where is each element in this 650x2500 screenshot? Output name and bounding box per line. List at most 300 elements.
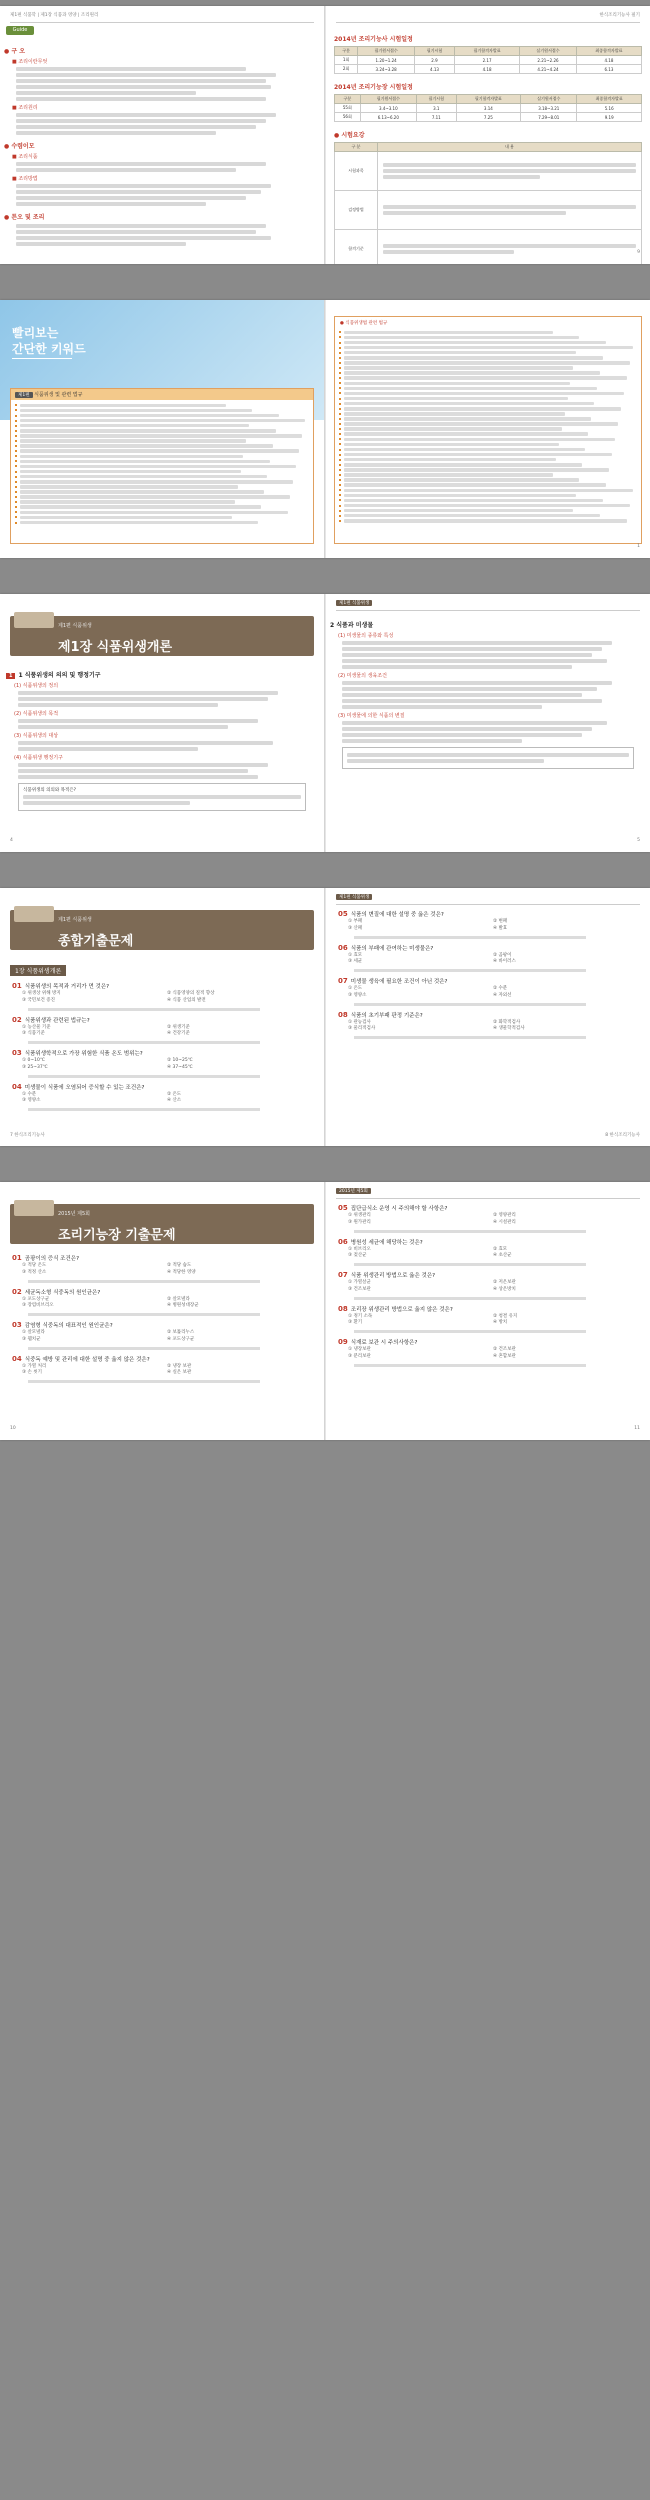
text-line [344,499,603,503]
td: 3.1 [416,104,456,113]
text-line [344,514,600,518]
question-item [0,1254,324,1284]
keyword-line [15,434,309,438]
td [378,152,642,191]
td: 1회 [335,56,358,65]
answer-options [22,1330,312,1343]
text-line [16,236,271,240]
question-stem: 식품의 초기부패 판정 기준은? [350,1012,423,1019]
chapter-title: 종합기출문제 [58,934,134,949]
keyword-line [339,504,637,508]
text-line [16,97,266,101]
th: 구분 [335,47,358,56]
text-line [20,480,293,484]
page-number: 4 [10,838,13,843]
text-line [344,407,621,411]
question-number: 02 [12,1287,22,1296]
question-stem: 집단급식소 운영 시 주의해야 할 사항은? [350,1206,448,1212]
answer-option: ④ 건강기준 [167,1031,190,1036]
text-line [342,681,612,685]
explanation [348,1262,638,1268]
subsection-title: ■ 조리식품 [12,154,38,160]
question-number: 02 [12,1015,22,1024]
text-line [16,79,266,83]
text-line [20,490,264,494]
answer-option: ④ 37~45℃ [167,1064,193,1070]
text-line [20,429,276,433]
question-number: 06 [338,943,348,952]
bullet-icon [15,440,17,442]
answer-option: ① 관능검사 [348,1019,371,1025]
text-line [28,1075,260,1078]
chapter-title: 조리기능장 기출문제 [58,1228,176,1243]
text-line [16,196,246,200]
text-line [20,439,246,443]
keyword-line [339,407,637,411]
answer-option: ④ 바이러스 [493,959,516,964]
explanation [22,1040,312,1046]
spread-keywords [0,300,650,558]
answer-option: ② 10~25℃ [167,1058,193,1063]
answer-option: ④ 혼합보관 [493,1353,516,1359]
text-line [28,1041,260,1044]
question-number: 05 [338,1204,348,1212]
text-line [344,432,588,436]
spread-exam-summary [0,888,650,1146]
answer-options [348,1213,638,1226]
keyword-line [339,361,637,365]
explanation [348,1001,638,1007]
td: 시험과목 [335,152,378,191]
bullet-icon [15,404,17,406]
answer-option: ③ 세균 [348,959,363,964]
answer-options [348,919,638,932]
question-item [326,1271,650,1301]
text-line [342,641,612,645]
explanation [22,1312,312,1318]
chapter-tab [14,1200,54,1216]
answer-option: ② 저온보관 [493,1280,516,1285]
answer-option: ① 효모 [348,952,363,958]
text-line [344,473,553,477]
bullet-icon [339,413,341,415]
answer-options [22,1263,312,1276]
text-line [347,759,544,763]
bullet-icon [339,520,341,522]
bullet-icon [15,415,17,417]
answer-options [22,1364,312,1377]
bullet-icon [339,499,341,501]
answer-option: ④ 상온방치 [493,1286,516,1292]
keyword-line [339,519,637,523]
bullet-icon [339,403,341,405]
spread-guide [0,6,650,264]
text-line [20,511,288,515]
explanation [22,1006,312,1012]
bullet-icon [15,445,17,447]
th: 필기원서접수 [360,95,416,104]
bullet-icon [15,450,17,452]
explanation [22,1107,312,1113]
text-line [20,505,261,509]
answer-option: ② 온도 [167,1091,182,1097]
question-stem: 미생물 생육에 필요한 조건이 아닌 것은? [350,979,448,985]
answer-option: ② 수분 [493,986,508,991]
answer-options [348,986,638,999]
question-stem: 식품위생학적으로 가장 위험한 식품 온도 범위는? [24,1051,143,1057]
td: 합격기준 [335,230,378,265]
spread-chapter1 [0,594,650,852]
text-line [16,131,216,135]
answer-option: ② 위생기준 [167,1024,190,1030]
keyword-line [15,511,309,515]
bullet-icon [339,469,341,471]
question-stem: 조리장 위생관리 방법으로 옳지 않은 것은? [350,1306,453,1313]
question-text [338,1238,638,1246]
schedule-table-2 [334,94,642,122]
bullet-icon [339,510,341,512]
text-line [20,470,241,474]
keyword-line [15,465,309,469]
answer-option: ③ 식품기준 [22,1031,45,1036]
text-line [342,653,592,657]
question-text [12,982,312,990]
text-line [344,387,597,391]
text-line [20,521,258,525]
td: 5.16 [577,104,642,113]
keyword-line [339,489,637,493]
question-stem: 식품의 변질에 대한 설명 중 옳은 것은? [350,912,444,918]
answer-options [22,1297,312,1310]
text-line [344,453,612,457]
td: 3.14 [456,104,521,113]
text-line [344,417,591,421]
bullet-icon [15,435,17,437]
text-line [344,483,606,487]
bullet-icon [339,342,341,344]
answer-option: ② 효모 [493,1246,508,1252]
keyword-line [15,500,309,504]
keywords-box [10,388,314,544]
keyword-line [339,412,637,416]
text-line [20,455,243,459]
answer-option: ③ 국민보건 증진 [22,997,55,1003]
keyword-line [339,382,637,386]
td: 3.24~3.28 [358,65,415,74]
question-text [338,1305,638,1313]
keyword-line [339,417,637,421]
keyword-line [339,514,637,518]
keyword-line [339,448,637,452]
question-item [0,1321,324,1351]
guide-left-content [4,40,320,248]
table-row [335,191,642,230]
text-line [344,422,618,426]
ch1-left-content [6,664,318,815]
keyword-line [339,494,637,498]
question-list [326,906,650,1042]
keyword-line [339,331,637,335]
question-number: 03 [12,1321,22,1329]
ch1-right-content [330,614,646,773]
text-line [16,73,276,77]
exam-info-title: ● 시험요강 [334,132,365,139]
text-line [344,356,603,360]
text-line [354,1003,586,1006]
answer-option: ③ 원가관리 [348,1219,371,1225]
bullet-icon [339,489,341,491]
text-line [16,202,206,206]
bullet-icon [339,438,341,440]
text-line [344,392,624,396]
question-list [326,1200,650,1370]
td: 2.21~2.26 [520,56,577,65]
page-number: 10 [10,1426,16,1431]
answer-option: ③ 손 씻기 [22,1370,42,1375]
question-list [0,1250,324,1386]
keyword-line [15,429,309,433]
explanation [348,1295,638,1301]
text-line [354,1330,586,1333]
text-line [383,163,636,167]
question-list [0,982,324,1112]
text-line [18,769,248,773]
question-number: 07 [338,1271,348,1279]
subsection-title: (4) 식품위생 행정기구 [14,755,63,761]
text-line [20,449,299,453]
subsection-title: ■ 조리이란무엇 [12,59,48,65]
text-line [28,1280,260,1283]
text-line [383,175,540,179]
bullet-icon [15,420,17,422]
th: 실기원서접수 [520,47,577,56]
th: 필기시험 [416,95,456,104]
keyword-line [339,387,637,391]
answer-option: ② 보툴리누스 [167,1330,195,1335]
bullet-icon [15,425,17,427]
answer-option: ① 위생상 위해 방지 [22,991,61,996]
answer-option: ① 가열살균 [348,1280,371,1285]
keyword-line [339,397,637,401]
text-line [344,458,556,462]
box-heading: 식품위생 및 관련 법규 [34,392,83,398]
td: 3.18~3.21 [521,104,577,113]
keyword-line [339,422,637,426]
keyword-line [339,392,637,396]
td [378,230,642,265]
answer-option: ④ 시설관리 [493,1219,516,1225]
text-line [18,697,268,701]
question-stem: 세균독소형 식중독의 원인균은? [24,1289,101,1296]
keywords-title-line2: 간단한 키워드 [12,342,86,356]
th: 최종합격자발표 [577,95,642,104]
explanation [22,1278,312,1284]
explanation [348,1362,638,1368]
keyword-line [339,443,637,447]
text-line [354,1263,586,1266]
keywords-box-header [11,389,313,400]
td: 56회 [335,113,361,122]
text-line [344,382,570,386]
text-line [20,460,270,464]
section-title [6,670,318,679]
question-number: 04 [12,1354,22,1363]
answer-options [22,1058,312,1071]
keyword-line [339,356,637,360]
td: 7.11 [416,113,456,122]
page-keywords-left [0,300,325,558]
text-line [347,753,629,757]
answer-options [348,1314,638,1327]
text-line [344,371,600,375]
answer-option: ③ 물리적검사 [348,1026,376,1031]
bullet-icon [15,491,17,493]
keyword-line [15,490,309,494]
explanation [348,1329,638,1335]
question-text [338,910,638,918]
answer-option: ③ 웰치균 [22,1336,41,1342]
schedule-title: 2014년 조리기능사 시험일정 [334,36,413,43]
bullet-icon [339,377,341,379]
text-line [344,438,615,442]
page-keywords-right [326,300,650,558]
subsection-title: (2) 식품위생의 목적 [14,711,59,717]
text-line [20,414,279,418]
text-line [344,509,573,513]
question-stem: 식재료 보관 시 주의사항은? [350,1340,418,1346]
text-line [18,719,258,723]
keyword-line [15,424,309,428]
bullet-icon [15,476,17,478]
question-number: 07 [338,977,348,985]
bullet-icon [339,474,341,476]
text-line [18,741,273,745]
keyword-line [15,460,309,464]
answer-option: ① 온도 [348,986,363,991]
bullet-icon [339,382,341,384]
divider [12,358,72,359]
schedule-title: 2014년 조리기능장 시험일정 [334,84,413,91]
question-number: 08 [338,1304,348,1313]
answer-option: ④ 초산균 [493,1253,512,1258]
answer-option: ④ 병원성대장균 [167,1303,199,1308]
answer-option: ① 정기 소독 [348,1313,373,1319]
text-line [16,184,271,188]
question-text [12,1254,312,1262]
question-number: 08 [338,1010,348,1019]
keyword-line [339,366,637,370]
table-row [335,113,642,122]
question-text [338,1338,638,1346]
text-line [342,699,602,703]
question-text [338,977,638,985]
text-line [16,67,246,71]
text-line [20,434,302,438]
text-line [20,419,305,423]
part-label: 2015년 제5회 [58,1211,90,1217]
subsection-title: ■ 조리원리 [12,105,38,111]
text-line [342,705,542,709]
text-line [18,747,198,751]
bullet-icon [339,515,341,517]
chapter-title: 제1장 식품위생개론 [58,640,173,655]
bullet-icon [15,522,17,524]
td: 2.9 [414,56,454,65]
header-text: 한식조리기능사 필기 [599,13,640,18]
page-ch1-right [326,594,650,852]
schedule-table-1 [334,46,642,74]
text-line [344,351,576,355]
exam-info-table [334,142,642,264]
answer-option: ① 적당 온도 [22,1263,47,1268]
text-line [20,475,267,479]
keyword-line [15,516,309,520]
bullet-icon [339,454,341,456]
question-item [0,1083,324,1113]
answer-option: ③ 영양소 [22,1098,41,1103]
answer-options [348,1247,638,1260]
keyword-line [339,483,637,487]
exam-left-content [0,958,324,1114]
page-master-left [0,1182,325,1440]
td: 6.13 [576,65,641,74]
text-line [342,733,582,737]
text-line [20,516,232,520]
bullet-icon [339,408,341,410]
answer-option: ② 냉장 보관 [167,1363,192,1369]
subsection-title: (3) 식품위생의 대상 [14,733,59,739]
keyword-line [339,478,637,482]
answer-option: ① 농산물 기준 [22,1024,51,1030]
answer-option: ① 가열 처리 [22,1363,47,1369]
text-line [18,763,268,767]
keyword-line [339,473,637,477]
keyword-line [339,438,637,442]
keyword-line [15,485,309,489]
text-line [344,341,606,345]
text-line [342,647,602,651]
bullet-icon [339,362,341,364]
text-line [344,494,576,498]
keyword-line [15,495,309,499]
text-line [354,1036,586,1039]
text-line [344,443,559,447]
keyword-line [15,470,309,474]
question-item [326,1305,650,1335]
page-number: 7 한식조리기능사 [10,1133,45,1138]
bullet-icon [339,398,341,400]
quiz-box [342,747,634,769]
td: 2.17 [454,56,519,65]
text-line [16,224,266,228]
text-line [344,489,633,493]
text-line [20,465,296,469]
answer-options [22,1025,312,1038]
page-ch1-left [0,594,325,852]
question-text [12,1321,312,1329]
question-stem: 식품 위생관리 방법으로 옳은 것은? [350,1273,436,1279]
answer-option: ④ 적당한 영양 [167,1269,196,1275]
text-line [344,346,633,350]
explanation [22,1379,312,1385]
keyword-line [15,475,309,479]
quiz-question: 식품위생의 의의와 목적은? [23,788,77,793]
answer-options [348,1020,638,1033]
keyword-line [15,449,309,453]
text-line [354,936,586,939]
bullet-icon [339,505,341,507]
text-line [16,168,236,172]
